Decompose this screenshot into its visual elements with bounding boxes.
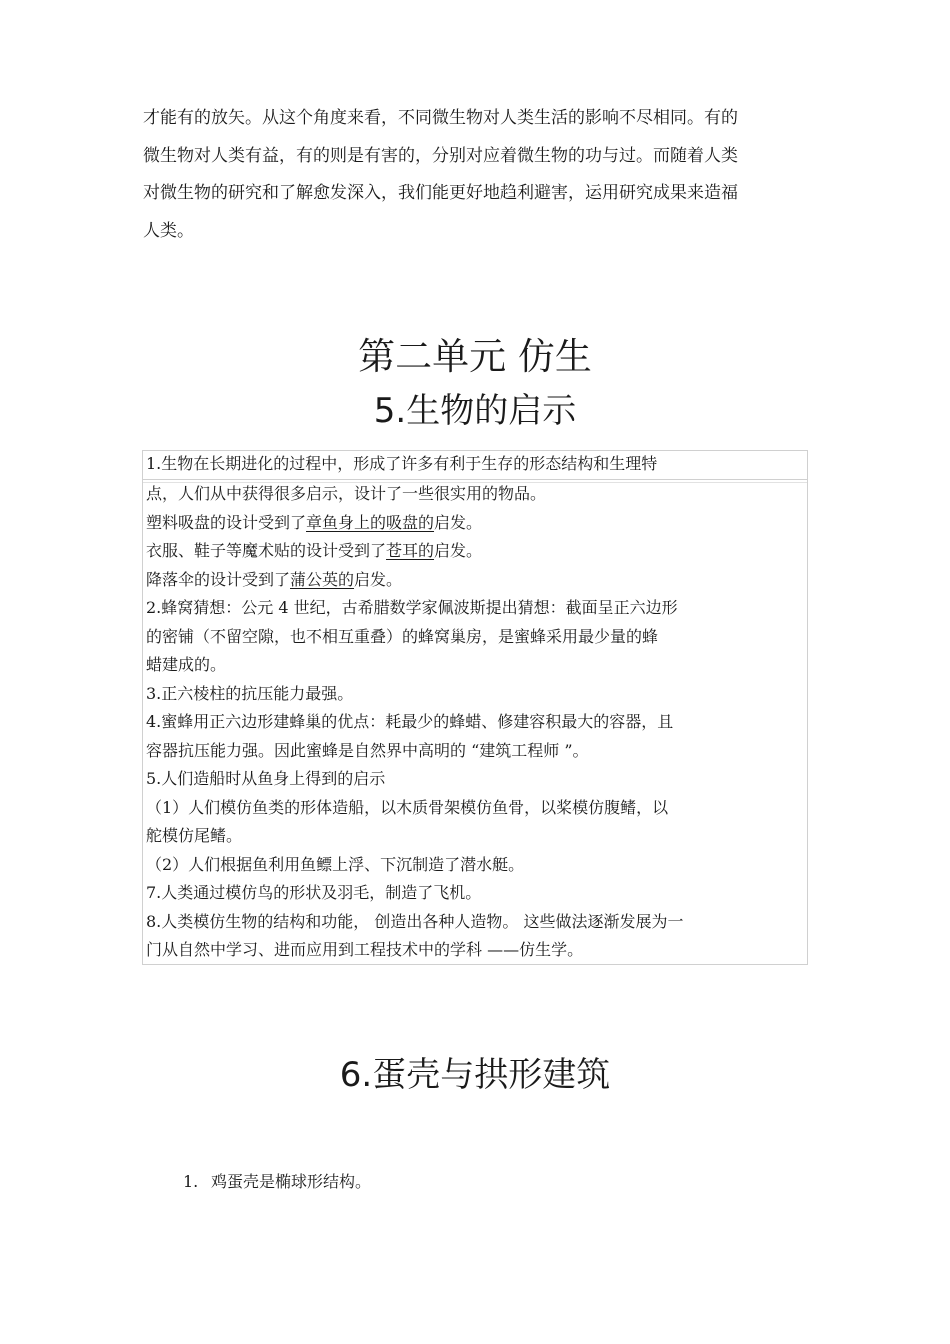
note-line: 1.生物在长期进化的过程中，形成了许多有利于生存的形态结构和生理特 <box>146 454 658 473</box>
note-line: 点，人们从中获得很多启示，设计了一些很实用的物品。 <box>146 484 547 503</box>
note-line: 的密铺（不留空隙，也不相互重叠）的蜂窝巢房，是蜜蜂采用最少量的蜂 <box>146 627 659 646</box>
note-line: 4.蜜蜂用正六边形建蜂巢的优点：耗最少的蜂蜡、修建容积最大的容器，且 <box>146 712 674 731</box>
note-line: 2.蜂窝猜想：公元 4 世纪，古希腊数学家佩波斯提出猜想：截面呈正六边形 <box>146 598 678 617</box>
note-text: 启发。 <box>354 570 403 589</box>
note-line: 7.人类通过模仿鸟的形状及羽毛，制造了飞机。 <box>146 883 482 902</box>
note-line: 门从自然中学习、进而应用到工程技术中的学科 ——仿生学。 <box>146 940 584 959</box>
intro-line: 微生物对人类有益，有的则是有害的，分别对应着微生物的功与过。而随着人类 <box>143 145 738 166</box>
list-item <box>183 1171 371 1193</box>
note-line: 容器抗压能力强。因此蜜蜂是自然界中高明的 “建筑工程师 ”。 <box>146 741 589 760</box>
note-line: 3.正六棱柱的抗压能力最强。 <box>146 684 354 703</box>
intro-line: 人类。 <box>143 220 194 241</box>
note-line: （1）人们模仿鱼类的形体造船，以木质骨架模仿鱼骨，以桨模仿腹鳍，以 <box>146 798 669 817</box>
note-text: 启发。 <box>434 513 483 532</box>
note-text: 启发。 <box>434 541 483 560</box>
note-line-velcro <box>146 541 482 561</box>
intro-line: 才能有的放矢。从这个角度来看，不同微生物对人类生活的影响不尽相同。有的 <box>143 108 738 128</box>
note-line-parachute <box>146 570 402 590</box>
list-text: 鸡蛋壳是椭球形结构。 <box>211 1172 372 1191</box>
list-number: 1. <box>183 1172 199 1191</box>
note-line: 8.人类模仿生物的结构和功能， 创造出各种人造物。 这些做法逐渐发展为一 <box>146 912 684 931</box>
underlined-answer: 章鱼身上的吸盘的 <box>306 513 435 532</box>
lesson6-title: 6.蛋壳与拱形建筑 <box>339 1055 611 1095</box>
lesson5-title: 5.生物的启示 <box>373 391 577 431</box>
note-text: 降落伞的设计受到了 <box>146 570 291 589</box>
note-line: 舵模仿尾鳍。 <box>146 826 243 845</box>
unit-title: 第二单元 仿生 <box>358 335 592 378</box>
lesson5-notes-box <box>142 450 808 965</box>
intro-paragraph <box>143 100 813 250</box>
divider <box>143 482 807 483</box>
note-text: 衣服、鞋子等魔术贴的设计受到了 <box>146 541 387 560</box>
note-line: （2）人们根据鱼利用鱼鳔上浮、下沉制造了潜水艇。 <box>146 855 525 874</box>
underlined-answer: 苍耳的 <box>386 541 435 560</box>
note-text: 塑料吸盘的设计受到了 <box>146 513 307 532</box>
divider <box>143 479 807 480</box>
underlined-answer: 蒲公英的 <box>290 570 355 589</box>
intro-line: 对微生物的研究和了解愈发深入，我们能更好地趋利避害，运用研究成果来造福 <box>143 183 738 203</box>
note-line: 蜡建成的。 <box>146 655 227 674</box>
note-line-sucker <box>146 513 482 533</box>
note-line: 5.人们造船时从鱼身上得到的启示 <box>146 769 386 788</box>
